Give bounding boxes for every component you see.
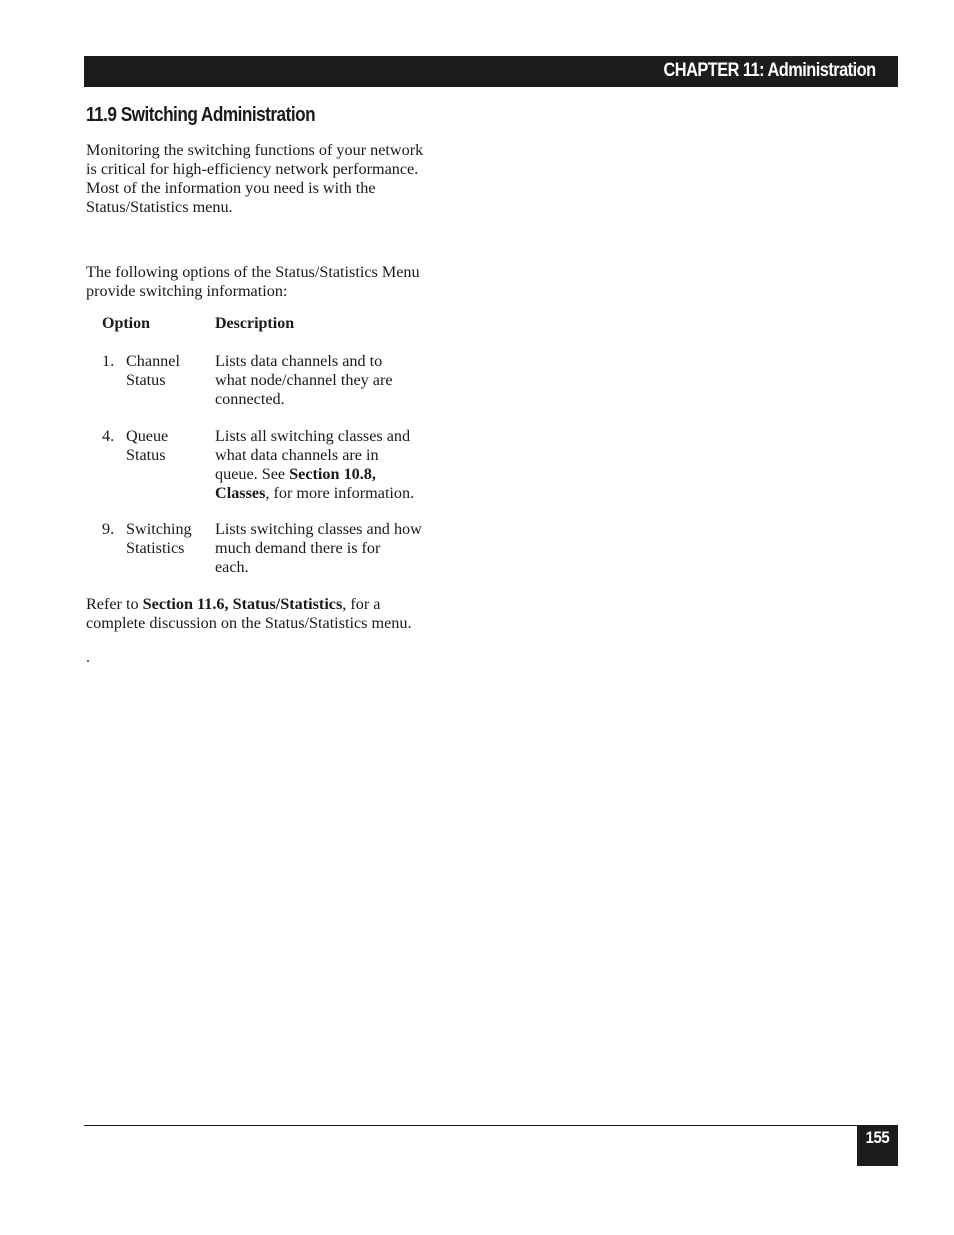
refer-text: Refer to: [86, 595, 143, 613]
section-reference: Section 11.6, Status/Statistics: [142, 595, 343, 613]
option-name-line: Statistics: [126, 539, 185, 557]
intro-line: Status/Statistics menu.: [86, 198, 233, 216]
page-number: 155: [865, 1128, 890, 1147]
section-reference: Section 10.8,: [289, 465, 376, 483]
chapter-title: CHAPTER 11: Administration: [663, 60, 876, 81]
option-name: [126, 427, 212, 465]
option-name: [126, 352, 212, 390]
option-description: [215, 352, 460, 409]
intro-line: is critical for high-efficiency network performance.: [86, 160, 419, 178]
lead-in-line: The following options of the Status/Statistics Menu: [86, 263, 420, 281]
option-name: [126, 520, 212, 558]
description-line: Lists data channels and to: [215, 352, 383, 370]
refer-text: , for a: [342, 595, 381, 613]
lead-in-paragraph: [86, 263, 486, 301]
description-line: each.: [215, 558, 249, 576]
description-line: , for more information.: [265, 484, 415, 502]
lead-in-line: provide switching information:: [86, 282, 288, 300]
description-line: what node/channel they are: [215, 371, 393, 389]
refer-text: complete discussion on the Status/Statistics menu.: [86, 614, 412, 632]
option-number: 1.: [102, 352, 115, 370]
option-description: [215, 427, 460, 503]
option-name-line: Status: [126, 371, 166, 389]
intro-line: Monitoring the switching functions of your network: [86, 141, 424, 159]
intro-paragraph: [86, 141, 486, 217]
option-description: [215, 520, 460, 577]
description-line: Lists switching classes and how: [215, 520, 422, 538]
footer-rule: [84, 1125, 898, 1126]
description-line: much demand there is for: [215, 539, 381, 557]
refer-paragraph: [86, 595, 486, 633]
intro-line: Most of the information you need is with the: [86, 179, 376, 197]
column-header-option: Option: [102, 315, 151, 332]
option-name-line: Switching: [126, 520, 192, 538]
page-number-box: [857, 1125, 898, 1166]
option-name-line: Queue: [126, 427, 169, 445]
description-line: Lists all switching classes and: [215, 427, 411, 445]
stray-period: .: [86, 649, 90, 666]
section-title: 11.9 Switching Administration: [86, 104, 316, 126]
description-line: queue. See: [215, 465, 290, 483]
description-line: what data channels are in: [215, 446, 379, 464]
description-line: connected.: [215, 390, 285, 408]
chapter-header-bar: [84, 56, 898, 87]
option-name-line: Status: [126, 446, 166, 464]
column-header-description: Description: [215, 315, 295, 332]
option-number: 9.: [102, 520, 115, 538]
option-number: 4.: [102, 427, 115, 445]
section-reference: Classes: [215, 484, 266, 502]
option-name-line: Channel: [126, 352, 180, 370]
